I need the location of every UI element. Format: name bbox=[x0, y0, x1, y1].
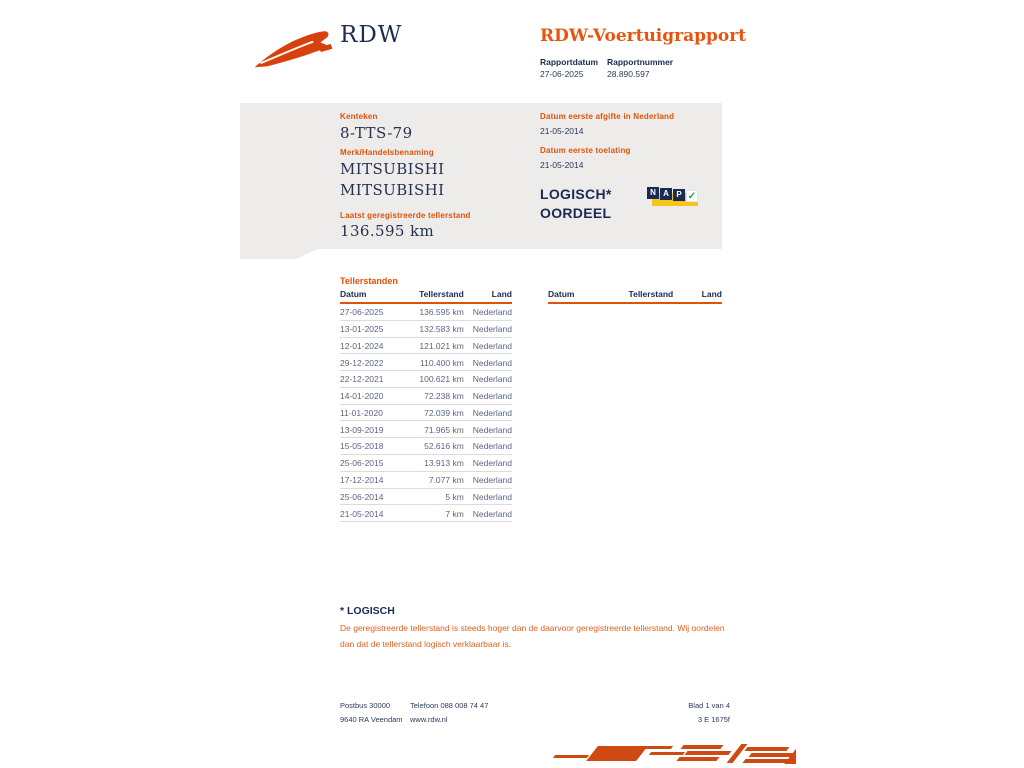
table-body bbox=[340, 304, 512, 522]
column-header-tellerstand: Tellerstand bbox=[419, 289, 464, 299]
page-title: RDW-Voertuigrapport bbox=[540, 26, 747, 46]
report-date-value: 27-06-2025 bbox=[540, 69, 584, 79]
tellerstand-value: 136.595 km bbox=[340, 222, 435, 240]
cell-datum: 27-06-2025 bbox=[340, 307, 384, 318]
cell-datum: 12-01-2024 bbox=[340, 340, 384, 351]
cell-datum: 22-12-2021 bbox=[340, 374, 384, 385]
cell-tellerstand: 5 km bbox=[445, 491, 464, 502]
cell-datum: 29-12-2022 bbox=[340, 357, 384, 368]
column-header-tellerstand: Tellerstand bbox=[628, 289, 674, 299]
column-header-datum: Datum bbox=[340, 289, 367, 299]
cell-land: Nederland bbox=[472, 340, 512, 351]
toelating-label: Datum eerste toelating bbox=[540, 146, 631, 155]
merk-value-line1: MITSUBISHI bbox=[340, 160, 445, 178]
cell-datum: 25-06-2015 bbox=[340, 458, 384, 469]
toelating-value: 21-05-2014 bbox=[540, 160, 584, 170]
cell-land: Nederland bbox=[472, 374, 512, 385]
cell-land: Nederland bbox=[472, 475, 512, 485]
table-row bbox=[340, 438, 512, 455]
tellerstanden-table-right bbox=[548, 289, 722, 304]
cell-datum: 13-09-2019 bbox=[340, 424, 384, 435]
merk-value-line2: MITSUBISHI bbox=[340, 181, 445, 199]
footer-address-line1: Postbus 30000 bbox=[340, 701, 391, 710]
cell-land: Nederland bbox=[472, 491, 512, 502]
cell-datum: 11-01-2020 bbox=[340, 407, 383, 418]
cell-tellerstand: 72.039 km bbox=[424, 407, 464, 418]
oordeel-line2: OORDEEL bbox=[540, 205, 612, 221]
table-row bbox=[340, 455, 512, 472]
table-row bbox=[340, 321, 512, 338]
tellerstanden-section-title: Tellerstanden bbox=[340, 276, 398, 286]
cell-land: Nederland bbox=[472, 424, 512, 435]
table-row bbox=[340, 388, 512, 405]
cell-datum: 13-01-2025 bbox=[340, 323, 384, 334]
kenteken-label: Kenteken bbox=[340, 112, 378, 121]
cell-tellerstand: 121.021 km bbox=[419, 340, 464, 351]
cell-tellerstand: 100.621 km bbox=[419, 374, 464, 385]
table-row bbox=[340, 489, 512, 506]
footer-page-number: Blad 1 van 4 bbox=[688, 701, 730, 710]
table-row bbox=[340, 371, 512, 388]
cell-tellerstand: 72.238 km bbox=[424, 391, 464, 402]
tellerstand-label: Laatst geregistreerde tellerstand bbox=[340, 211, 471, 220]
afgifte-value: 21-05-2014 bbox=[540, 126, 584, 136]
nap-letter-a: A bbox=[660, 188, 672, 200]
footer-form-code: 3 E 1675f bbox=[697, 715, 730, 724]
cell-tellerstand: 52.616 km bbox=[424, 441, 464, 452]
nap-letter-n: N bbox=[647, 187, 659, 199]
table-header-row bbox=[548, 289, 722, 304]
rdw-wing-logo-icon bbox=[254, 27, 334, 69]
table-row bbox=[340, 421, 512, 438]
table-row bbox=[340, 338, 512, 355]
cell-datum: 15-05-2018 bbox=[340, 441, 384, 452]
table-header-row bbox=[340, 289, 512, 304]
table-row bbox=[340, 304, 512, 321]
cell-tellerstand: 13.913 km bbox=[424, 458, 464, 469]
cell-land: Nederland bbox=[472, 407, 512, 418]
cell-tellerstand: 7 km bbox=[445, 508, 464, 519]
summary-box-tab bbox=[240, 249, 318, 259]
table-row bbox=[340, 505, 512, 522]
cell-land: Nederland bbox=[472, 441, 512, 452]
oordeel-line1: LOGISCH* bbox=[540, 186, 612, 202]
cell-datum: 25-06-2014 bbox=[340, 491, 384, 502]
tellerstanden-table-left bbox=[340, 289, 512, 522]
table-row bbox=[340, 472, 512, 489]
nap-logo bbox=[647, 185, 699, 211]
table-row bbox=[340, 354, 512, 371]
report-number-value: 28.890.597 bbox=[607, 69, 650, 79]
afgifte-label: Datum eerste afgifte in Nederland bbox=[540, 112, 675, 121]
footer-website: www.rdw.nl bbox=[410, 715, 448, 724]
rdw-logo-text: RDW bbox=[340, 22, 403, 48]
cell-tellerstand: 110.400 km bbox=[420, 357, 464, 368]
cell-land: Nederland bbox=[472, 357, 512, 368]
table-row bbox=[340, 405, 512, 422]
cell-datum: 21-05-2014 bbox=[340, 508, 384, 519]
decorative-stripes bbox=[548, 741, 796, 768]
nap-letter-p: P bbox=[673, 189, 685, 201]
footnote-title: * LOGISCH bbox=[340, 605, 395, 617]
footer-address-line2: 9640 RA Veendam bbox=[340, 715, 403, 724]
cell-tellerstand: 7.077 km bbox=[428, 475, 464, 485]
cell-land: Nederland bbox=[472, 307, 512, 318]
summary-box bbox=[240, 103, 722, 249]
column-header-land: Land bbox=[701, 289, 722, 299]
cell-land: Nederland bbox=[472, 323, 512, 334]
nap-check-icon: ✓ bbox=[687, 191, 697, 202]
cell-tellerstand: 132.583 km bbox=[419, 323, 464, 334]
footer-phone: Telefoon 088 008 74 47 bbox=[410, 701, 489, 710]
column-header-land: Land bbox=[491, 289, 512, 299]
report-date-label: Rapportdatum bbox=[540, 57, 599, 67]
cell-datum: 14-01-2020 bbox=[340, 391, 384, 402]
merk-label: Merk/Handelsbenaming bbox=[340, 148, 434, 157]
cell-tellerstand: 71.965 km bbox=[424, 424, 464, 435]
kenteken-value: 8-TTS-79 bbox=[340, 124, 413, 142]
footnote-text: De geregistreerde tellerstand is steeds hoger dan de daarvoor geregistreerde tellerstand. Wij oordelen dan dat de tellerstand logisch verklaarbaar is. bbox=[340, 623, 725, 649]
cell-datum: 17-12-2014 bbox=[340, 475, 384, 485]
cell-land: Nederland bbox=[472, 458, 512, 469]
column-header-datum: Datum bbox=[548, 289, 575, 299]
cell-land: Nederland bbox=[472, 508, 512, 519]
report-number-label: Rapportnummer bbox=[607, 57, 674, 67]
cell-tellerstand: 136.595 km bbox=[419, 307, 464, 318]
cell-land: Nederland bbox=[472, 391, 512, 402]
